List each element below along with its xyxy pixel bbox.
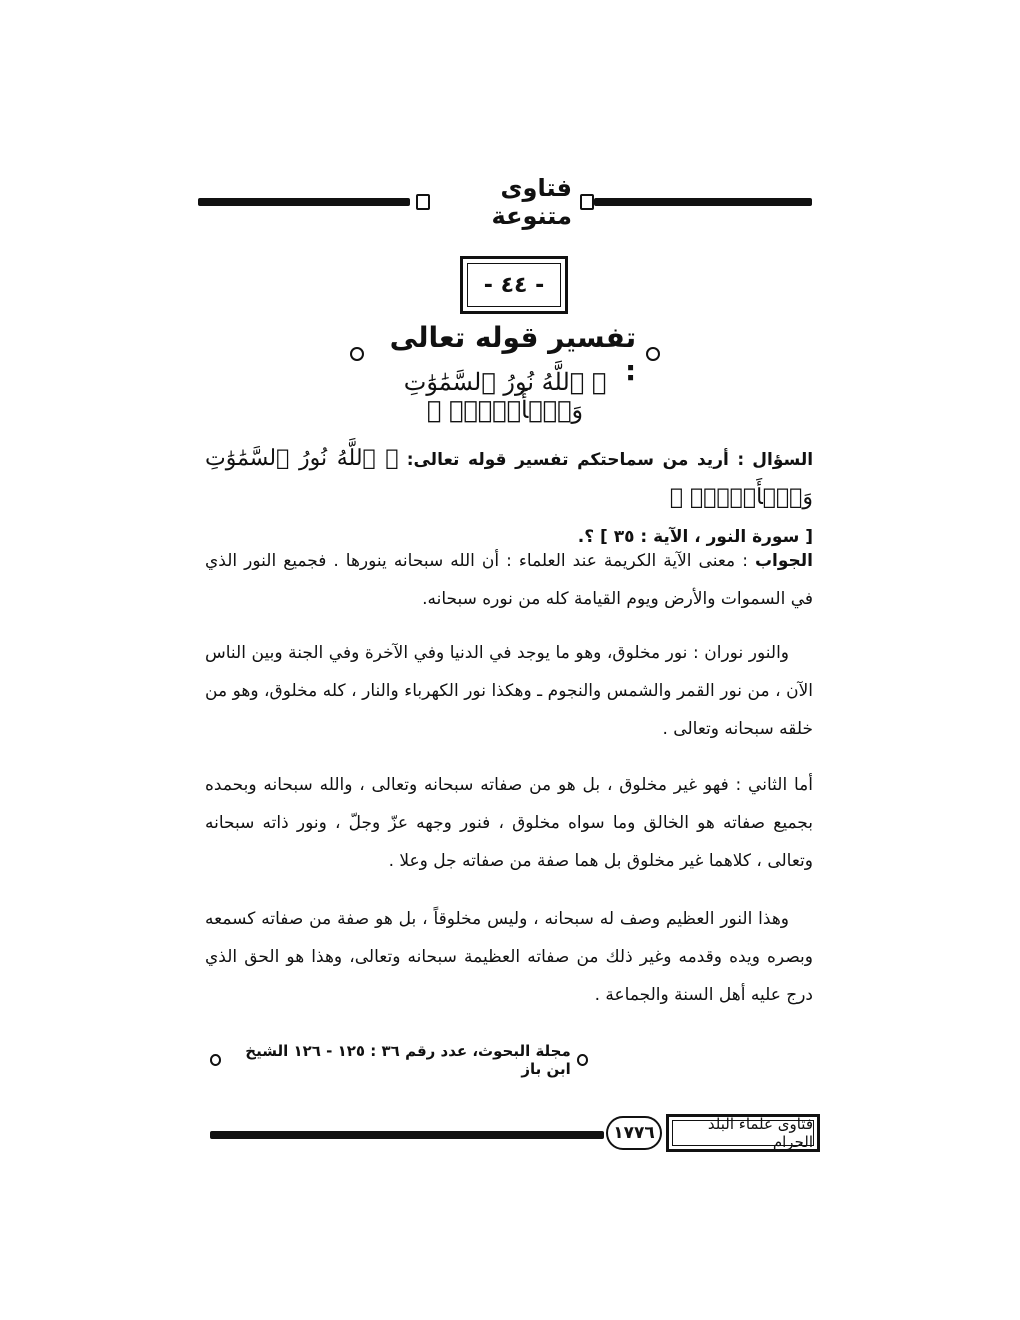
topic-title: تفسير قوله تعالى :	[389, 321, 637, 387]
circle-bullet-icon	[350, 347, 364, 361]
fatwa-number: - ٤٤ -	[467, 263, 561, 307]
footer-rule	[210, 1131, 604, 1139]
question-paragraph	[205, 440, 813, 556]
question-verse: ﴿ ٱللَّهُ نُورُ ٱلسَّمَٰوَٰتِ وَٱلۡأَرۡضِۚ ﴾	[205, 446, 813, 510]
question-text: : أريد من سماحتكم تفسير قوله تعالى:	[406, 450, 745, 470]
header-rule-right	[594, 198, 812, 206]
square-icon	[580, 194, 594, 210]
topic-verse: ﴿ ٱللَّهُ نُورُ ٱلسَّمَٰوَٰتِ وَٱلۡأَرۡضِۚ ﴾	[403, 368, 607, 424]
book-title-box	[666, 1114, 820, 1152]
answer-paragraph-4: وهذا النور العظيم وصف له سبحانه ، وليس مخلوقاً ، بل هو صفة من صفاته كسمعه وبصره ويده وقدمه وغير ذلك من صفاته العظيمة سبحانه وتعالى، وهذا هو الحق الذي درج عليه أهل السنة والجماعة .	[205, 909, 813, 1005]
answer-paragraph-1	[205, 542, 813, 618]
question-label: السؤال	[752, 450, 814, 470]
square-icon	[416, 194, 430, 210]
book-title: فتاوى علماء البلد الحرام	[672, 1120, 814, 1146]
running-header	[198, 174, 812, 230]
header-rule-left	[198, 198, 410, 206]
page-number: ١٧٧٦	[606, 1116, 662, 1150]
circle-bullet-icon	[646, 347, 660, 361]
source-text: مجلة البحوث، عدد رقم ٣٦ : ١٢٥ - ١٢٦ الشيخ ابن باز	[245, 1042, 571, 1078]
source-citation	[210, 1042, 588, 1078]
circle-bullet-icon	[577, 1054, 588, 1066]
fatwa-number-box	[460, 256, 568, 314]
answer-label: الجواب	[754, 551, 813, 571]
answer-text-1: : معنى الآية الكريمة عند العلماء : أن الله سبحانه ينورها . فجميع النور الذي في السموات والأرض ويوم القيامة كله من نوره سبحانه.	[205, 551, 813, 609]
answer-paragraph-3: أما الثاني : فهو غير مخلوق ، بل هو من صفاته سبحانه وتعالى ، والله سبحانه وبحمده بجميع صفاته هو الخالق وما سواه مخلوق ، فنور وجهه عزّ وجلّ ، ونور ذاته سبحانه وتعالى ، كلاهما غير مخلوق بل هما صفة من صفاته جل وعلا .	[205, 775, 813, 871]
running-footer	[210, 1114, 820, 1154]
header-title-group	[416, 174, 594, 230]
answer-paragraph-2: والنور نوران : نور مخلوق، وهو ما يوجد في الدنيا وفي الآخرة وفي الجنة وبين الناس الآن ، من نور القمر والشمس والنجوم ـ وهكذا نور الكهرباء والنار ، كله مخلوق، وهو من خلقه سبحانه وتعالى .	[205, 643, 813, 739]
header-title: فتاوى متنوعة	[491, 174, 572, 230]
question-reference: [ سورة النور ، الآية : ٣٥ ] ؟.	[577, 527, 813, 547]
circle-bullet-icon	[210, 1054, 221, 1066]
